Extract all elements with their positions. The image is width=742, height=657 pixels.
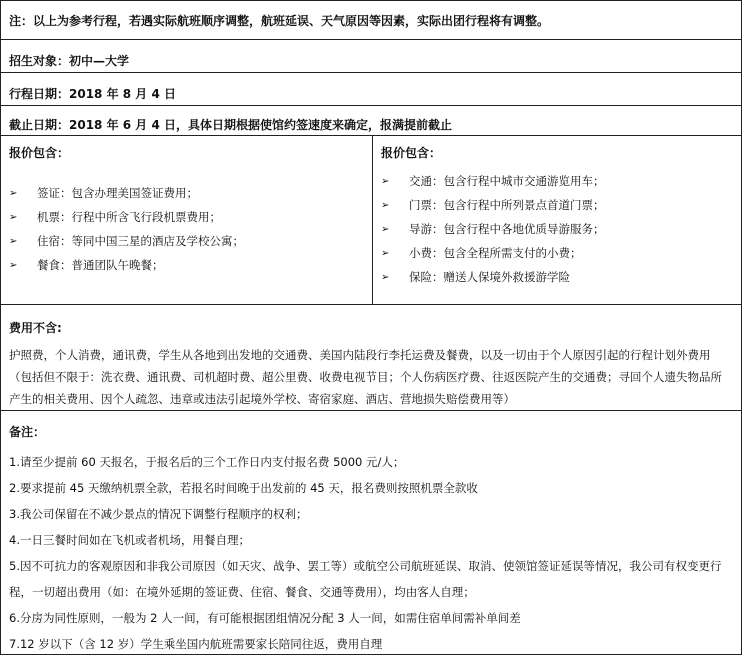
arrow-bullet-icon: ➢ [9,259,18,271]
note-item: 5.因不可抗力的客观原因和非我公司原因（如天灾、战争、罢工等）或航空公司航班延误、取消、使领馆签证延误等情况，我公司有权变更行程，一切超出费用（如：在境外延期的签证费、住宿、餐食、交通等费用），均由客人自理； [9,559,722,599]
excluded-body: 护照费，个人消费，通讯费，学生从各地到出发地的交通费、美国内陆段行李托运费及餐费，以及一切由于个人原因引起的行程计划外费用（包括但不限于：洗衣费、通讯费、司机超时费、超公里费、收费电视节目；个人伤病医疗费、往返医院产生的交通费；寻回个人遗失物品所产生的相关费用、因个人疏忽、违章或违法引起境外学校、寄宿家庭、酒店、营地损失赔偿费用等） [9,348,722,406]
included-item: ➢ 住宿：等同中国三星的酒店及学校公寓； [9,234,244,248]
included-item: ➢ 门票：包含行程中所列景点首道门票； [381,198,605,212]
note-item: 6.分房为同性原则，一般为 2 人一间，有可能根据团组情况分配 3 人一间，如需住宿单间需补单间差 [9,611,521,625]
included-right-heading: 报价包含： [381,146,442,160]
note-item: 4.一日三餐时间如在飞机或者机场，用餐自理； [9,533,250,547]
included-section [1,136,741,305]
itinerary-note: 注：以上为参考行程，若遇实际航班顺序调整，航班延误、天气原因等因素，实际出团行程将有调整。 [1,1,741,40]
arrow-bullet-icon: ➢ [9,187,18,199]
trip-date: 行程日期：2018 年 8 月 4 日 [1,73,741,106]
note-item: 1.请至少提前 60 天报名，于报名后的三个工作日内支付报名费 5000 元/人； [9,455,405,469]
included-right-column [373,136,741,304]
arrow-bullet-icon: ➢ [9,235,18,247]
arrow-bullet-icon: ➢ [381,247,390,259]
included-item: ➢ 导游：包含行程中各地优质导游服务； [381,222,605,236]
included-left-column [1,136,373,304]
included-item: ➢ 餐食：普通团队午晚餐； [9,258,164,272]
notes-section [1,411,741,657]
notes-heading: 备注： [9,425,46,439]
included-item: ➢ 机票：行程中所含飞行段机票费用； [9,210,221,224]
included-item: ➢ 签证：包含办理美国签证费用； [9,186,198,200]
arrow-bullet-icon: ➢ [381,175,390,187]
excluded-heading: 费用不含: [9,321,62,335]
deadline: 截止日期：2018 年 6 月 4 日，具体日期根据使馆约签速度来确定，报满提前截止 [1,106,741,136]
note-item: 2.要求提前 45 天缴纳机票全款，若报名时间晚于出发前的 45 天，报名费则按照机票全款收 [9,481,478,495]
arrow-bullet-icon: ➢ [381,223,390,235]
included-item: ➢ 交通：包含行程中城市交通游览用车； [381,174,605,188]
arrow-bullet-icon: ➢ [9,211,18,223]
excluded-section [1,305,741,411]
arrow-bullet-icon: ➢ [381,199,390,211]
included-item: ➢ 小费：包含全程所需支付的小费； [381,246,582,260]
arrow-bullet-icon: ➢ [381,271,390,283]
note-item: 7.12 岁以下（含 12 岁）学生乘坐国内航班需要家长陪同往返，费用自理 [9,637,383,651]
enrollment-target: 招生对象：初中—大学 [1,40,741,73]
included-left-heading: 报价包含： [9,146,70,160]
included-item: ➢ 保险：赠送人保境外救援游学险 [381,270,570,284]
note-item: 3.我公司保留在不减少景点的情况下调整行程顺序的权利； [9,507,308,521]
